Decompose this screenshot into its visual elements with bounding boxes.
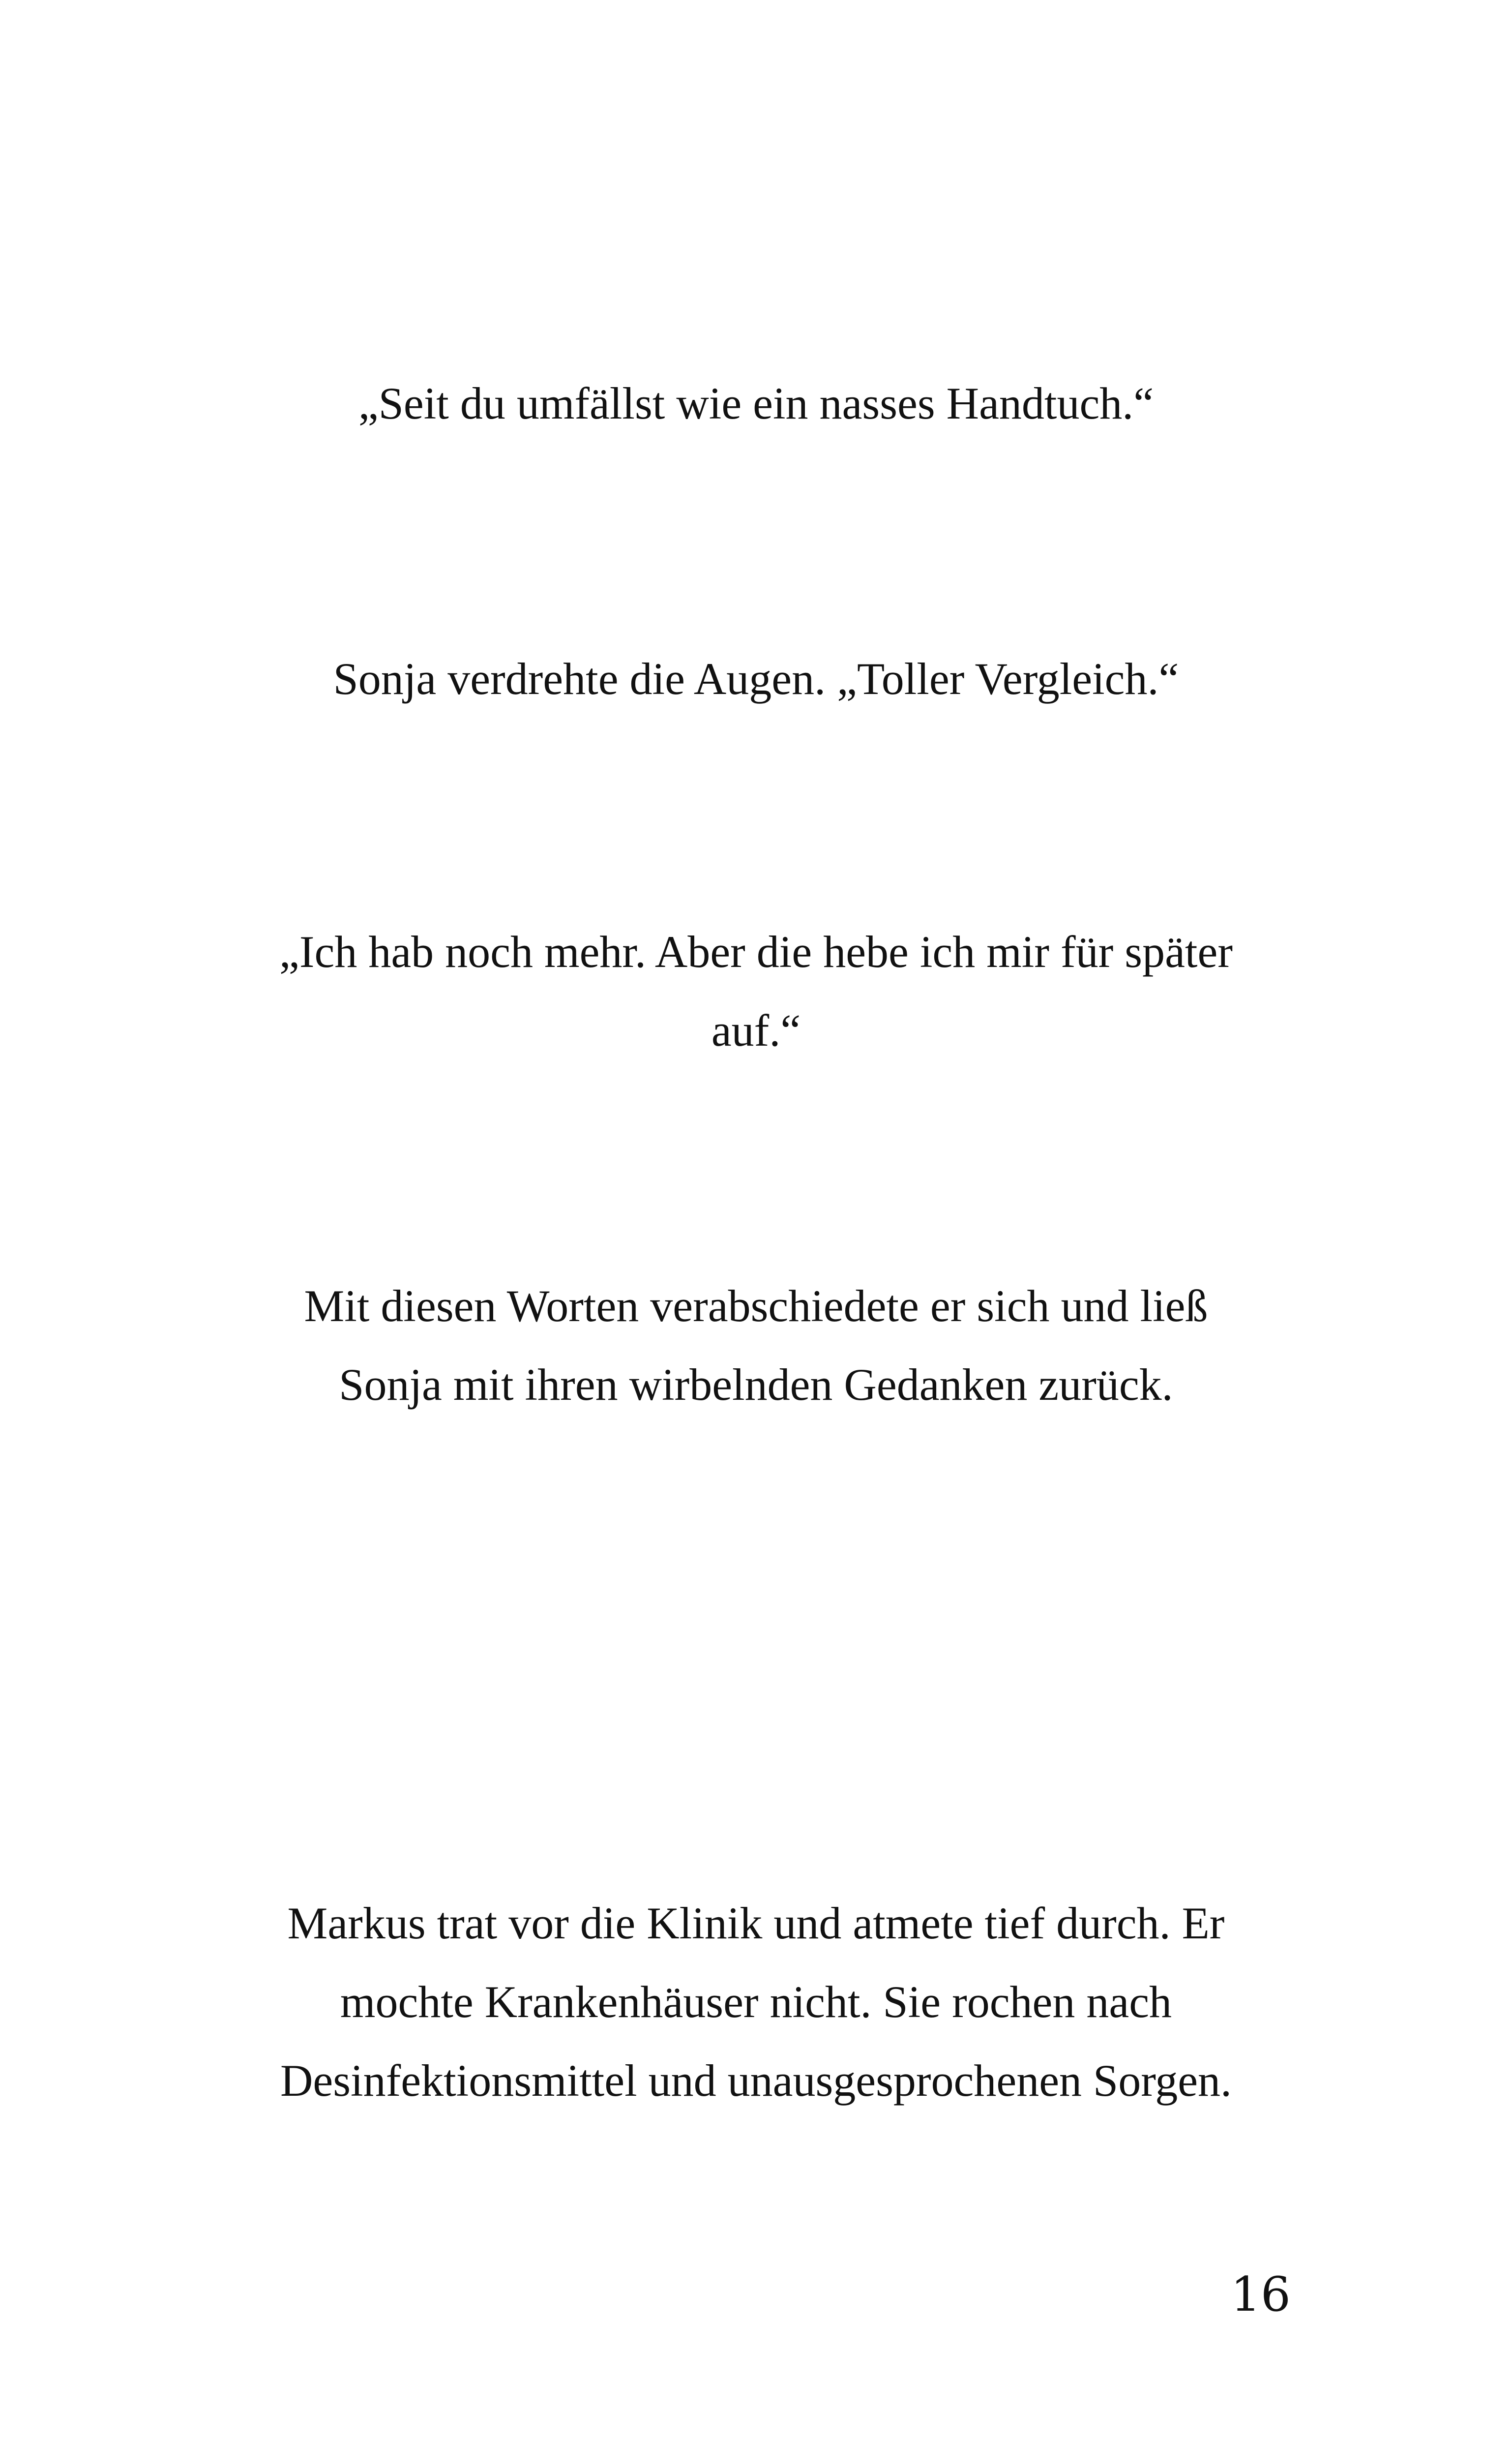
text-line: mochte Krankenhäuser nicht. Sie rochen nach [340,1977,1172,2027]
text-line: „Seit du umfällst wie ein nasses Handtuch.“ [358,378,1154,428]
text-line: auf.“ [711,1005,801,1056]
paragraph-5 [0,1884,1512,2120]
text-line: „Ich hab noch mehr. Aber die hebe ich mir für später [279,927,1233,977]
text-line: Desinfektionsmittel und unausgesprochenen Sorgen. [280,2055,1232,2106]
text-line: Sonja mit ihren wirbelnden Gedanken zurück. [339,1359,1173,1410]
text-line: Sonja verdrehte die Augen. „Toller Vergleich.“ [333,654,1179,704]
paragraph-2 [0,639,1512,718]
paragraph-1 [0,364,1512,443]
text-line: Markus trat vor die Klinik und atmete tief durch. Er [287,1898,1225,1948]
paragraph-4 [0,1267,1512,1424]
text-line: Mit diesen Worten verabschiedete er sich und ließ [304,1281,1208,1331]
page-number: 16 [1230,2267,1291,2322]
paragraph-3 [0,912,1512,1070]
